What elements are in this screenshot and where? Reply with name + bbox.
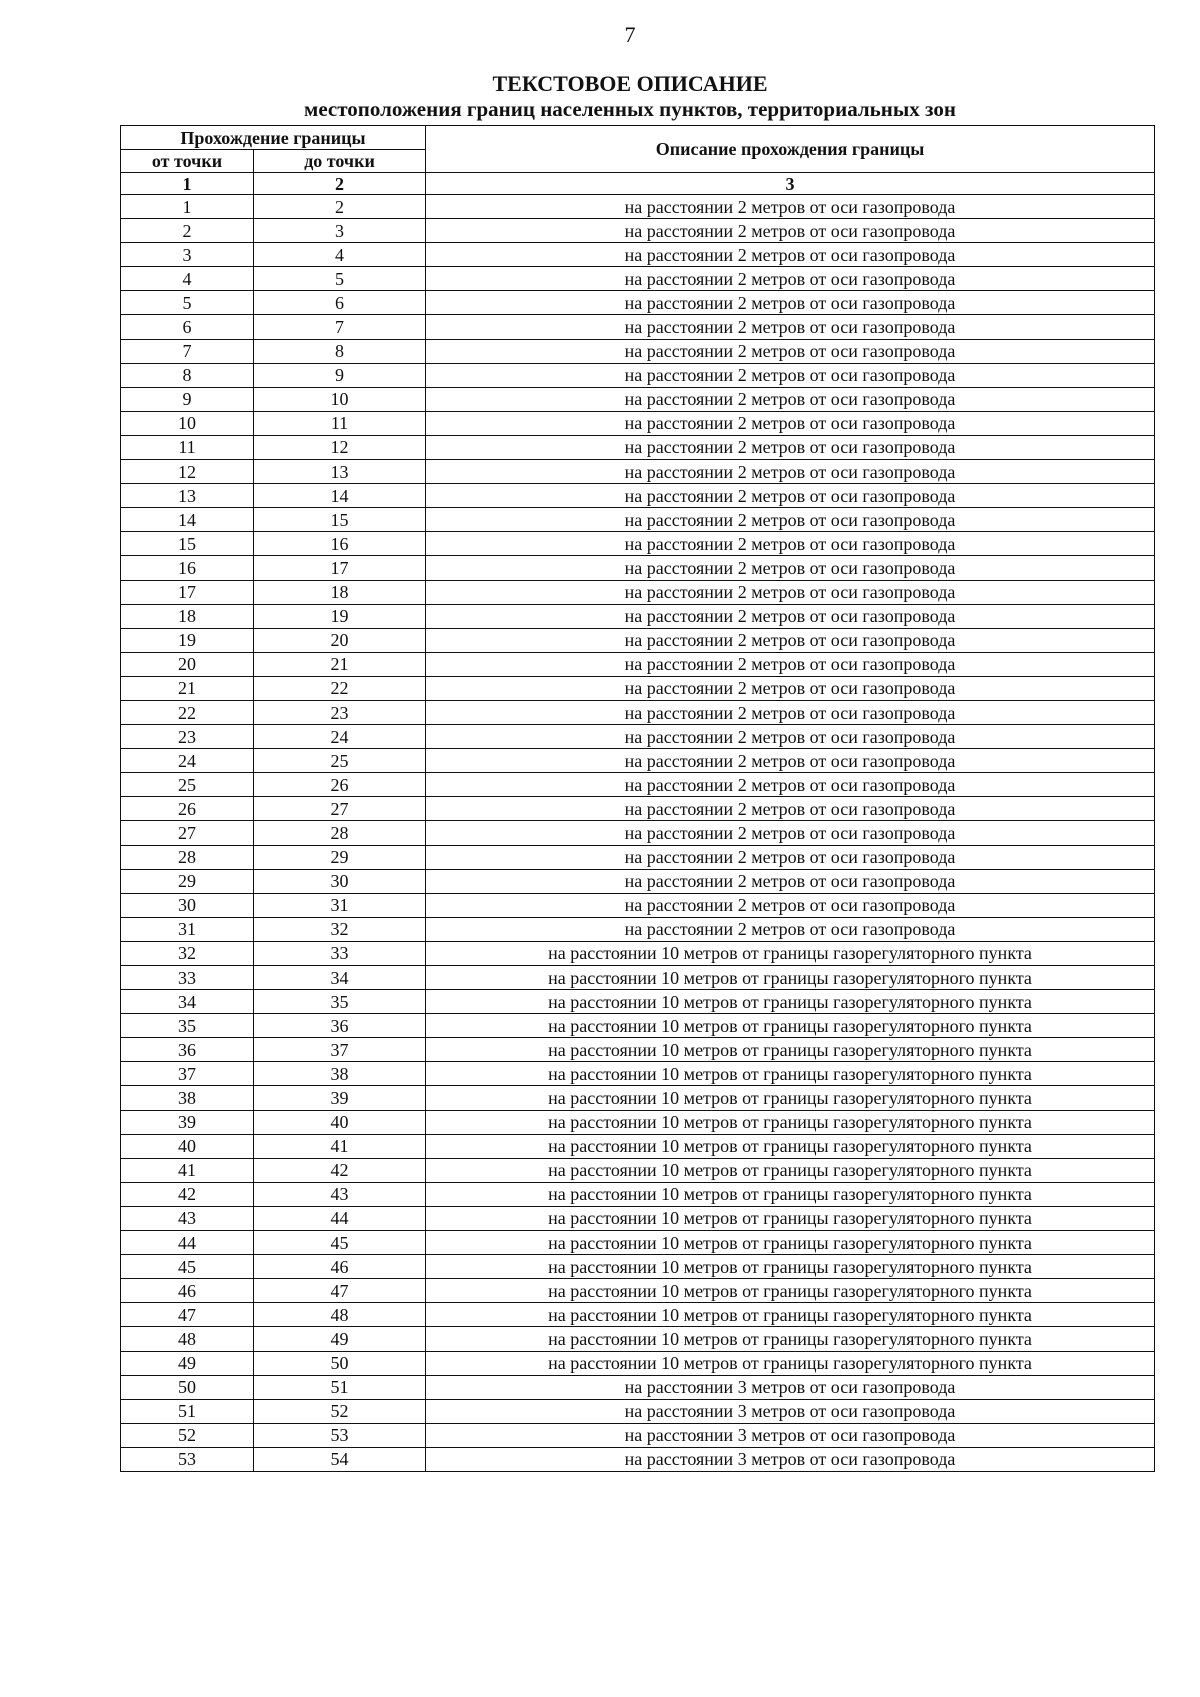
description-cell: на расстоянии 10 метров от границы газорегуляторного пункта [426,1231,1155,1255]
description-cell: на расстоянии 2 метров от оси газопровода [426,556,1155,580]
from-point-cell: 36 [121,1038,254,1062]
description-cell: на расстоянии 2 метров от оси газопровода [426,869,1155,893]
from-point-cell: 10 [121,411,254,435]
from-point-cell: 45 [121,1255,254,1279]
table-row [121,1375,1155,1399]
table-row [121,267,1155,291]
description-cell: на расстоянии 10 метров от границы газорегуляторного пункта [426,1351,1155,1375]
column-number-2: 2 [254,173,426,195]
from-point-cell: 5 [121,291,254,315]
from-point-cell: 18 [121,604,254,628]
to-point-cell: 22 [254,676,426,700]
table-row [121,821,1155,845]
to-point-cell: 20 [254,628,426,652]
description-cell: на расстоянии 10 метров от границы газорегуляторного пункта [426,1134,1155,1158]
description-cell: на расстоянии 10 метров от границы газорегуляторного пункта [426,1086,1155,1110]
description-cell: на расстоянии 2 метров от оси газопровода [426,821,1155,845]
to-point-cell: 26 [254,773,426,797]
from-point-cell: 22 [121,700,254,724]
from-point-cell: 42 [121,1182,254,1206]
table-row [121,1423,1155,1447]
to-point-cell: 53 [254,1423,426,1447]
table-row [121,508,1155,532]
from-point-cell: 34 [121,990,254,1014]
boundary-description-table [120,125,1155,1472]
description-cell: на расстоянии 2 метров от оси газопровода [426,725,1155,749]
to-point-cell: 2 [254,195,426,219]
table-row [121,460,1155,484]
description-cell: на расстоянии 10 метров от границы газорегуляторного пункта [426,1303,1155,1327]
table-row [121,291,1155,315]
table-row [121,797,1155,821]
from-point-cell: 37 [121,1062,254,1086]
table-row [121,966,1155,990]
description-cell: на расстоянии 10 метров от границы газорегуляторного пункта [426,1014,1155,1038]
description-cell: на расстоянии 2 метров от оси газопровода [426,363,1155,387]
column-number-1: 1 [121,173,254,195]
table-row [121,1231,1155,1255]
to-point-cell: 6 [254,291,426,315]
description-cell: на расстоянии 10 метров от границы газорегуляторного пункта [426,1327,1155,1351]
to-point-cell: 36 [254,1014,426,1038]
to-point-cell: 44 [254,1206,426,1230]
from-point-cell: 41 [121,1158,254,1182]
from-point-cell: 39 [121,1110,254,1134]
to-point-cell: 30 [254,869,426,893]
table-row [121,604,1155,628]
description-cell: на расстоянии 2 метров от оси газопровода [426,652,1155,676]
from-point-cell: 6 [121,315,254,339]
from-point-cell: 52 [121,1423,254,1447]
to-point-cell: 48 [254,1303,426,1327]
to-point-cell: 15 [254,508,426,532]
table-row [121,869,1155,893]
table-row [121,941,1155,965]
table-row [121,990,1155,1014]
to-point-cell: 24 [254,725,426,749]
to-point-cell: 5 [254,267,426,291]
to-point-cell: 43 [254,1182,426,1206]
table-row [121,1279,1155,1303]
to-point-cell: 41 [254,1134,426,1158]
description-cell: на расстоянии 2 метров от оси газопровода [426,219,1155,243]
from-point-cell: 46 [121,1279,254,1303]
to-point-cell: 52 [254,1399,426,1423]
from-point-cell: 3 [121,243,254,267]
to-point-cell: 9 [254,363,426,387]
to-point-cell: 7 [254,315,426,339]
table-row [121,484,1155,508]
description-cell: на расстоянии 2 метров от оси газопровода [426,435,1155,459]
description-cell: на расстоянии 10 метров от границы газорегуляторного пункта [426,1206,1155,1230]
description-cell: на расстоянии 10 метров от границы газорегуляторного пункта [426,990,1155,1014]
description-cell: на расстоянии 2 метров от оси газопровода [426,315,1155,339]
from-point-cell: 33 [121,966,254,990]
description-cell: на расстоянии 2 метров от оси газопровода [426,267,1155,291]
to-point-cell: 3 [254,219,426,243]
page-number: 7 [624,22,636,47]
table-row [121,1158,1155,1182]
table-row [121,700,1155,724]
from-point-cell: 29 [121,869,254,893]
table-row [121,628,1155,652]
table-row [121,1086,1155,1110]
from-point-cell: 1 [121,195,254,219]
table-row [121,1134,1155,1158]
table-row [121,387,1155,411]
table-row [121,676,1155,700]
description-cell: на расстоянии 10 метров от границы газорегуляторного пункта [426,1110,1155,1134]
table-row [121,363,1155,387]
description-cell: на расстоянии 2 метров от оси газопровода [426,749,1155,773]
table-row [121,1351,1155,1375]
table-row [121,1447,1155,1471]
description-cell: на расстоянии 10 метров от границы газорегуляторного пункта [426,1182,1155,1206]
header-boundary-passage: Прохождение границы [121,126,426,150]
description-cell: на расстоянии 2 метров от оси газопровода [426,291,1155,315]
table-row [121,243,1155,267]
description-cell: на расстоянии 2 метров от оси газопровода [426,460,1155,484]
table-row [121,556,1155,580]
from-point-cell: 25 [121,773,254,797]
from-point-cell: 44 [121,1231,254,1255]
to-point-cell: 13 [254,460,426,484]
from-point-cell: 23 [121,725,254,749]
description-cell: на расстоянии 2 метров от оси газопровода [426,580,1155,604]
table-row [121,1014,1155,1038]
table-row [121,1303,1155,1327]
description-cell: на расстоянии 2 метров от оси газопровода [426,628,1155,652]
to-point-cell: 4 [254,243,426,267]
table-body [121,195,1155,1472]
to-point-cell: 16 [254,532,426,556]
description-cell: на расстоянии 3 метров от оси газопровода [426,1447,1155,1471]
from-point-cell: 53 [121,1447,254,1471]
table-row [121,435,1155,459]
from-point-cell: 12 [121,460,254,484]
table-row [121,773,1155,797]
header-description: Описание прохождения границы [426,126,1155,173]
description-cell: на расстоянии 2 метров от оси газопровода [426,243,1155,267]
table-row [121,219,1155,243]
description-cell: на расстоянии 10 метров от границы газорегуляторного пункта [426,1279,1155,1303]
table-row [121,893,1155,917]
table-row [121,917,1155,941]
from-point-cell: 30 [121,893,254,917]
to-point-cell: 33 [254,941,426,965]
document-subtitle: местоположения границ населенных пунктов, территориальных зон [304,97,956,121]
to-point-cell: 25 [254,749,426,773]
from-point-cell: 27 [121,821,254,845]
table-row [121,1182,1155,1206]
table-row [121,749,1155,773]
from-point-cell: 40 [121,1134,254,1158]
description-cell: на расстоянии 3 метров от оси газопровода [426,1399,1155,1423]
from-point-cell: 38 [121,1086,254,1110]
from-point-cell: 17 [121,580,254,604]
to-point-cell: 23 [254,700,426,724]
to-point-cell: 14 [254,484,426,508]
table-row [121,1062,1155,1086]
to-point-cell: 49 [254,1327,426,1351]
table-row [121,315,1155,339]
from-point-cell: 47 [121,1303,254,1327]
to-point-cell: 40 [254,1110,426,1134]
from-point-cell: 8 [121,363,254,387]
to-point-cell: 50 [254,1351,426,1375]
from-point-cell: 31 [121,917,254,941]
description-cell: на расстоянии 3 метров от оси газопровода [426,1375,1155,1399]
description-cell: на расстоянии 2 метров от оси газопровода [426,387,1155,411]
description-cell: на расстоянии 2 метров от оси газопровода [426,532,1155,556]
from-point-cell: 19 [121,628,254,652]
to-point-cell: 42 [254,1158,426,1182]
table-row [121,652,1155,676]
to-point-cell: 29 [254,845,426,869]
description-cell: на расстоянии 10 метров от границы газорегуляторного пункта [426,1038,1155,1062]
table-row [121,1327,1155,1351]
to-point-cell: 54 [254,1447,426,1471]
to-point-cell: 21 [254,652,426,676]
table-row [121,411,1155,435]
table-row [121,1038,1155,1062]
from-point-cell: 20 [121,652,254,676]
header-to-point: до точки [254,150,426,173]
table-header [121,126,1155,195]
to-point-cell: 39 [254,1086,426,1110]
table-row [121,532,1155,556]
to-point-cell: 47 [254,1279,426,1303]
description-cell: на расстоянии 10 метров от границы газорегуляторного пункта [426,1158,1155,1182]
to-point-cell: 32 [254,917,426,941]
from-point-cell: 14 [121,508,254,532]
from-point-cell: 32 [121,941,254,965]
description-cell: на расстоянии 10 метров от границы газорегуляторного пункта [426,1255,1155,1279]
to-point-cell: 17 [254,556,426,580]
from-point-cell: 11 [121,435,254,459]
from-point-cell: 16 [121,556,254,580]
to-point-cell: 31 [254,893,426,917]
from-point-cell: 48 [121,1327,254,1351]
from-point-cell: 35 [121,1014,254,1038]
to-point-cell: 11 [254,411,426,435]
to-point-cell: 27 [254,797,426,821]
description-cell: на расстоянии 2 метров от оси газопровода [426,700,1155,724]
table-row [121,195,1155,219]
column-number-3: 3 [426,173,1155,195]
description-cell: на расстоянии 2 метров от оси газопровода [426,797,1155,821]
description-cell: на расстоянии 3 метров от оси газопровода [426,1423,1155,1447]
to-point-cell: 10 [254,387,426,411]
description-cell: на расстоянии 2 метров от оси газопровода [426,676,1155,700]
to-point-cell: 18 [254,580,426,604]
description-cell: на расстоянии 2 метров от оси газопровода [426,845,1155,869]
to-point-cell: 46 [254,1255,426,1279]
from-point-cell: 7 [121,339,254,363]
description-cell: на расстоянии 10 метров от границы газорегуляторного пункта [426,941,1155,965]
document-title: ТЕКСТОВОЕ ОПИСАНИЕ [492,71,768,96]
description-cell: на расстоянии 2 метров от оси газопровода [426,484,1155,508]
description-cell: на расстоянии 2 метров от оси газопровода [426,917,1155,941]
to-point-cell: 37 [254,1038,426,1062]
from-point-cell: 9 [121,387,254,411]
description-cell: на расстоянии 2 метров от оси газопровода [426,411,1155,435]
to-point-cell: 12 [254,435,426,459]
table-row [121,845,1155,869]
to-point-cell: 8 [254,339,426,363]
description-cell: на расстоянии 10 метров от границы газорегуляторного пункта [426,966,1155,990]
header-from-point: от точки [121,150,254,173]
to-point-cell: 51 [254,1375,426,1399]
from-point-cell: 15 [121,532,254,556]
description-cell: на расстоянии 2 метров от оси газопровода [426,195,1155,219]
to-point-cell: 19 [254,604,426,628]
from-point-cell: 21 [121,676,254,700]
table-row [121,1110,1155,1134]
from-point-cell: 2 [121,219,254,243]
from-point-cell: 24 [121,749,254,773]
to-point-cell: 45 [254,1231,426,1255]
table-row [121,1206,1155,1230]
description-cell: на расстоянии 2 метров от оси газопровода [426,508,1155,532]
from-point-cell: 4 [121,267,254,291]
from-point-cell: 50 [121,1375,254,1399]
description-cell: на расстоянии 2 метров от оси газопровода [426,604,1155,628]
from-point-cell: 13 [121,484,254,508]
description-cell: на расстоянии 2 метров от оси газопровода [426,773,1155,797]
table-row [121,339,1155,363]
description-cell: на расстоянии 2 метров от оси газопровода [426,893,1155,917]
table-row [121,580,1155,604]
table-row [121,1399,1155,1423]
to-point-cell: 38 [254,1062,426,1086]
description-cell: на расстоянии 2 метров от оси газопровода [426,339,1155,363]
table-row [121,1255,1155,1279]
description-cell: на расстоянии 10 метров от границы газорегуляторного пункта [426,1062,1155,1086]
from-point-cell: 26 [121,797,254,821]
from-point-cell: 51 [121,1399,254,1423]
from-point-cell: 43 [121,1206,254,1230]
from-point-cell: 49 [121,1351,254,1375]
to-point-cell: 35 [254,990,426,1014]
to-point-cell: 28 [254,821,426,845]
to-point-cell: 34 [254,966,426,990]
from-point-cell: 28 [121,845,254,869]
table-row [121,725,1155,749]
